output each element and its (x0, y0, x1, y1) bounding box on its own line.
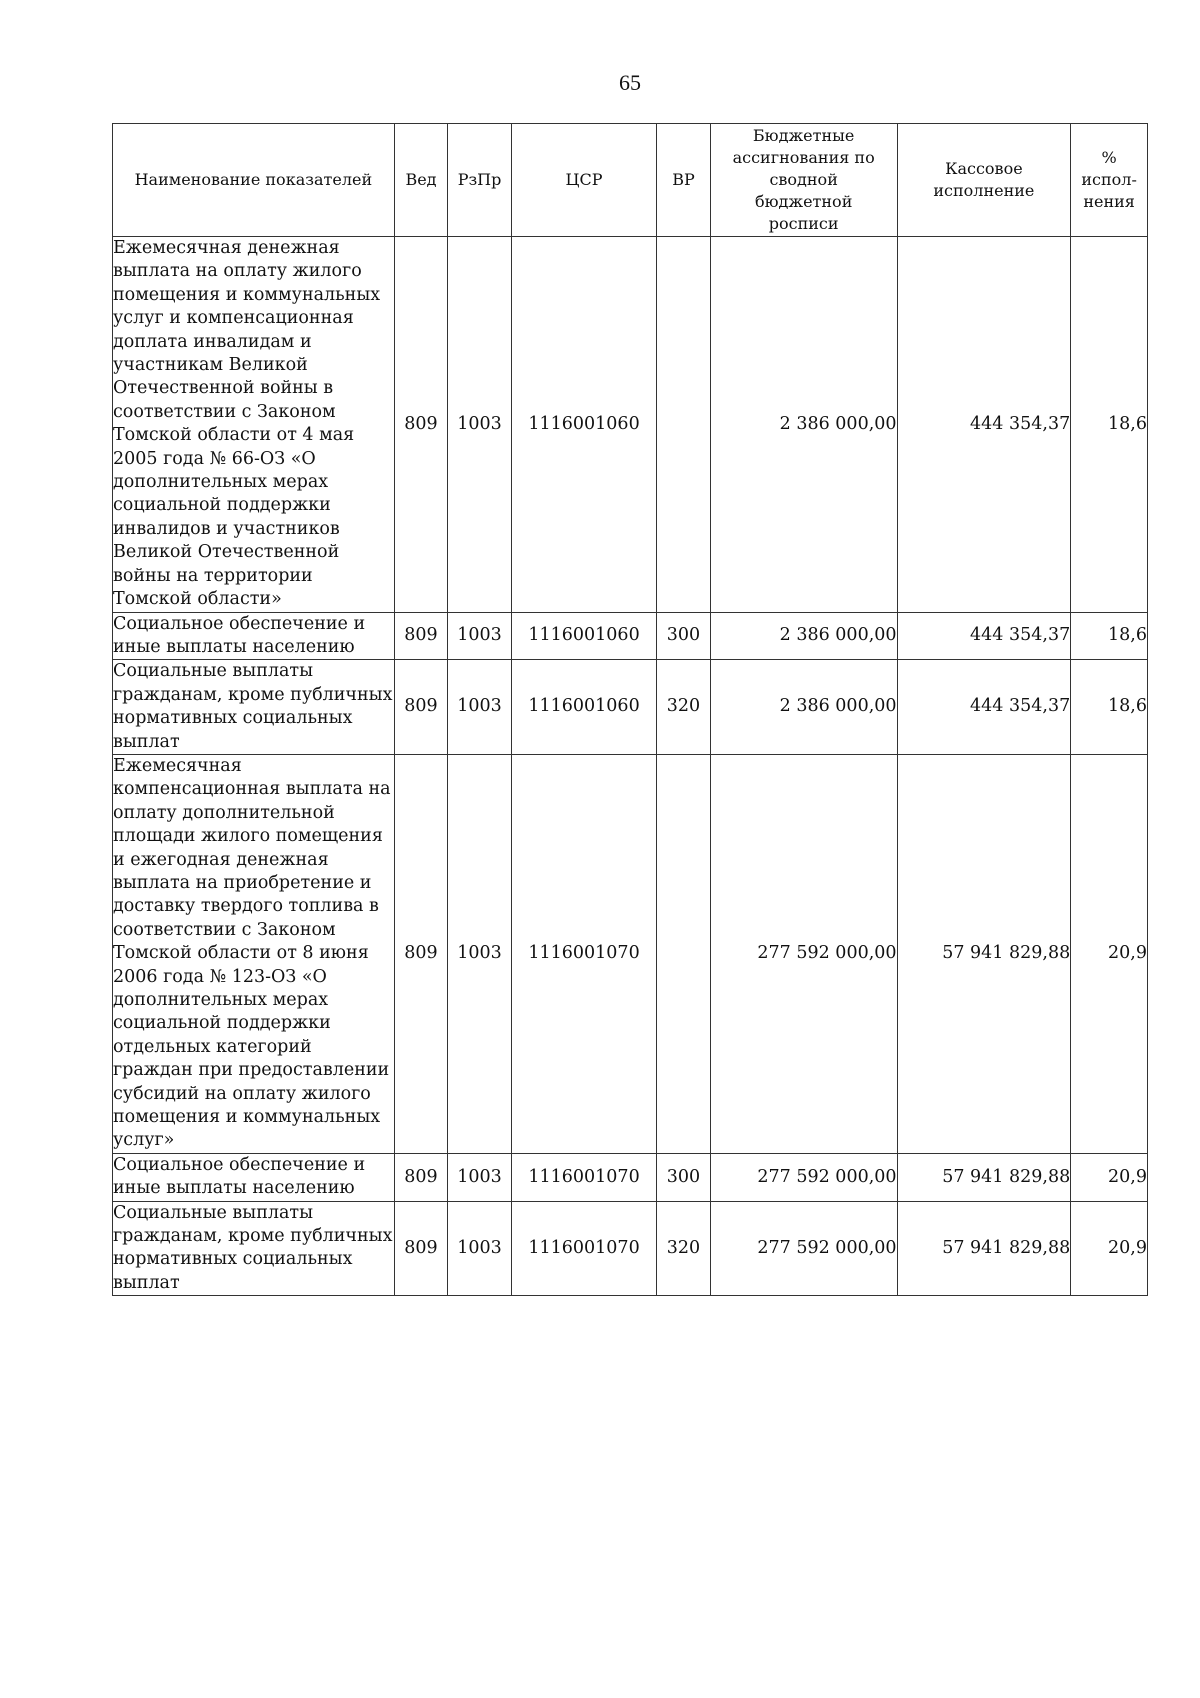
row-csr: 1116001060 (511, 237, 656, 613)
row-name: Социальные выплаты гражданам, кроме публичных нормативных социальных выплат (113, 660, 395, 755)
row-vr: 320 (657, 1201, 711, 1296)
row-cash: 444 354,37 (897, 612, 1071, 660)
row-ved: 809 (394, 660, 448, 755)
row-percent: 18,6 (1071, 660, 1148, 755)
row-rzpr: 1003 (448, 660, 512, 755)
row-cash: 57 941 829,88 (897, 754, 1071, 1153)
page-number: 65 (619, 70, 641, 95)
row-ved: 809 (394, 1153, 448, 1201)
row-percent: 18,6 (1071, 612, 1148, 660)
row-vr (657, 237, 711, 613)
row-cash: 444 354,37 (897, 237, 1071, 613)
row-rzpr: 1003 (448, 612, 512, 660)
row-rzpr: 1003 (448, 1153, 512, 1201)
header-csr: ЦСР (511, 124, 656, 237)
row-name: Социальное обеспечение и иные выплаты населению (113, 1153, 395, 1201)
header-rzpr: РзПр (448, 124, 512, 237)
row-csr: 1116001060 (511, 660, 656, 755)
row-ved: 809 (394, 612, 448, 660)
row-vr (657, 754, 711, 1153)
row-ved: 809 (394, 754, 448, 1153)
row-budget: 277 592 000,00 (710, 1201, 897, 1296)
row-cash: 57 941 829,88 (897, 1153, 1071, 1201)
row-csr: 1116001070 (511, 1153, 656, 1201)
row-rzpr: 1003 (448, 754, 512, 1153)
row-budget: 277 592 000,00 (710, 754, 897, 1153)
row-cash: 444 354,37 (897, 660, 1071, 755)
row-percent: 18,6 (1071, 237, 1148, 613)
header-percent: % испол-нения (1071, 124, 1148, 237)
header-budget: Бюджетные ассигнования по сводной бюджетной росписи (710, 124, 897, 237)
table-row (113, 1153, 1148, 1201)
table-row (113, 1201, 1148, 1296)
row-percent: 20,9 (1071, 754, 1148, 1153)
header-cash: Кассовое исполнение (897, 124, 1071, 237)
table-row (113, 237, 1148, 613)
row-cash: 57 941 829,88 (897, 1201, 1071, 1296)
row-name: Ежемесячная денежная выплата на оплату жилого помещения и коммунальных услуг и компенсационная доплата инвалидам и участникам Великой Отечественной войны в соответствии с Законом Томской области от 4 мая 2005 года № 66-ОЗ «О дополнительных мерах социальной поддержки инвалидов и участников Великой Отечественной войны на территории Томской области» (113, 237, 395, 613)
row-csr: 1116001070 (511, 1201, 656, 1296)
table-row (113, 660, 1148, 755)
row-name: Социальные выплаты гражданам, кроме публичных нормативных социальных выплат (113, 1201, 395, 1296)
row-budget: 277 592 000,00 (710, 1153, 897, 1201)
row-csr: 1116001070 (511, 754, 656, 1153)
header-vr: ВР (657, 124, 711, 237)
table-row (113, 754, 1148, 1153)
row-percent: 20,9 (1071, 1153, 1148, 1201)
row-ved: 809 (394, 237, 448, 613)
row-budget: 2 386 000,00 (710, 237, 897, 613)
row-rzpr: 1003 (448, 1201, 512, 1296)
row-vr: 300 (657, 612, 711, 660)
row-rzpr: 1003 (448, 237, 512, 613)
row-csr: 1116001060 (511, 612, 656, 660)
row-budget: 2 386 000,00 (710, 612, 897, 660)
budget-execution-table (112, 123, 1148, 1296)
row-name: Социальное обеспечение и иные выплаты населению (113, 612, 395, 660)
row-name: Ежемесячная компенсационная выплата на оплату дополнительной площади жилого помещения и ежегодная денежная выплата на приобретение и доставку твердого топлива в соответствии с Законом Томской области от 8 июня 2006 года № 123-ОЗ «О дополнительных мерах социальной поддержки отдельных категорий граждан при предоставлении субсидий на оплату жилого помещения и коммунальных услуг» (113, 754, 395, 1153)
row-ved: 809 (394, 1201, 448, 1296)
header-name: Наименование показателей (113, 124, 395, 237)
row-budget: 2 386 000,00 (710, 660, 897, 755)
row-vr: 320 (657, 660, 711, 755)
header-ved: Вед (394, 124, 448, 237)
row-vr: 300 (657, 1153, 711, 1201)
table-header-row (113, 124, 1148, 237)
row-percent: 20,9 (1071, 1201, 1148, 1296)
table-row (113, 612, 1148, 660)
